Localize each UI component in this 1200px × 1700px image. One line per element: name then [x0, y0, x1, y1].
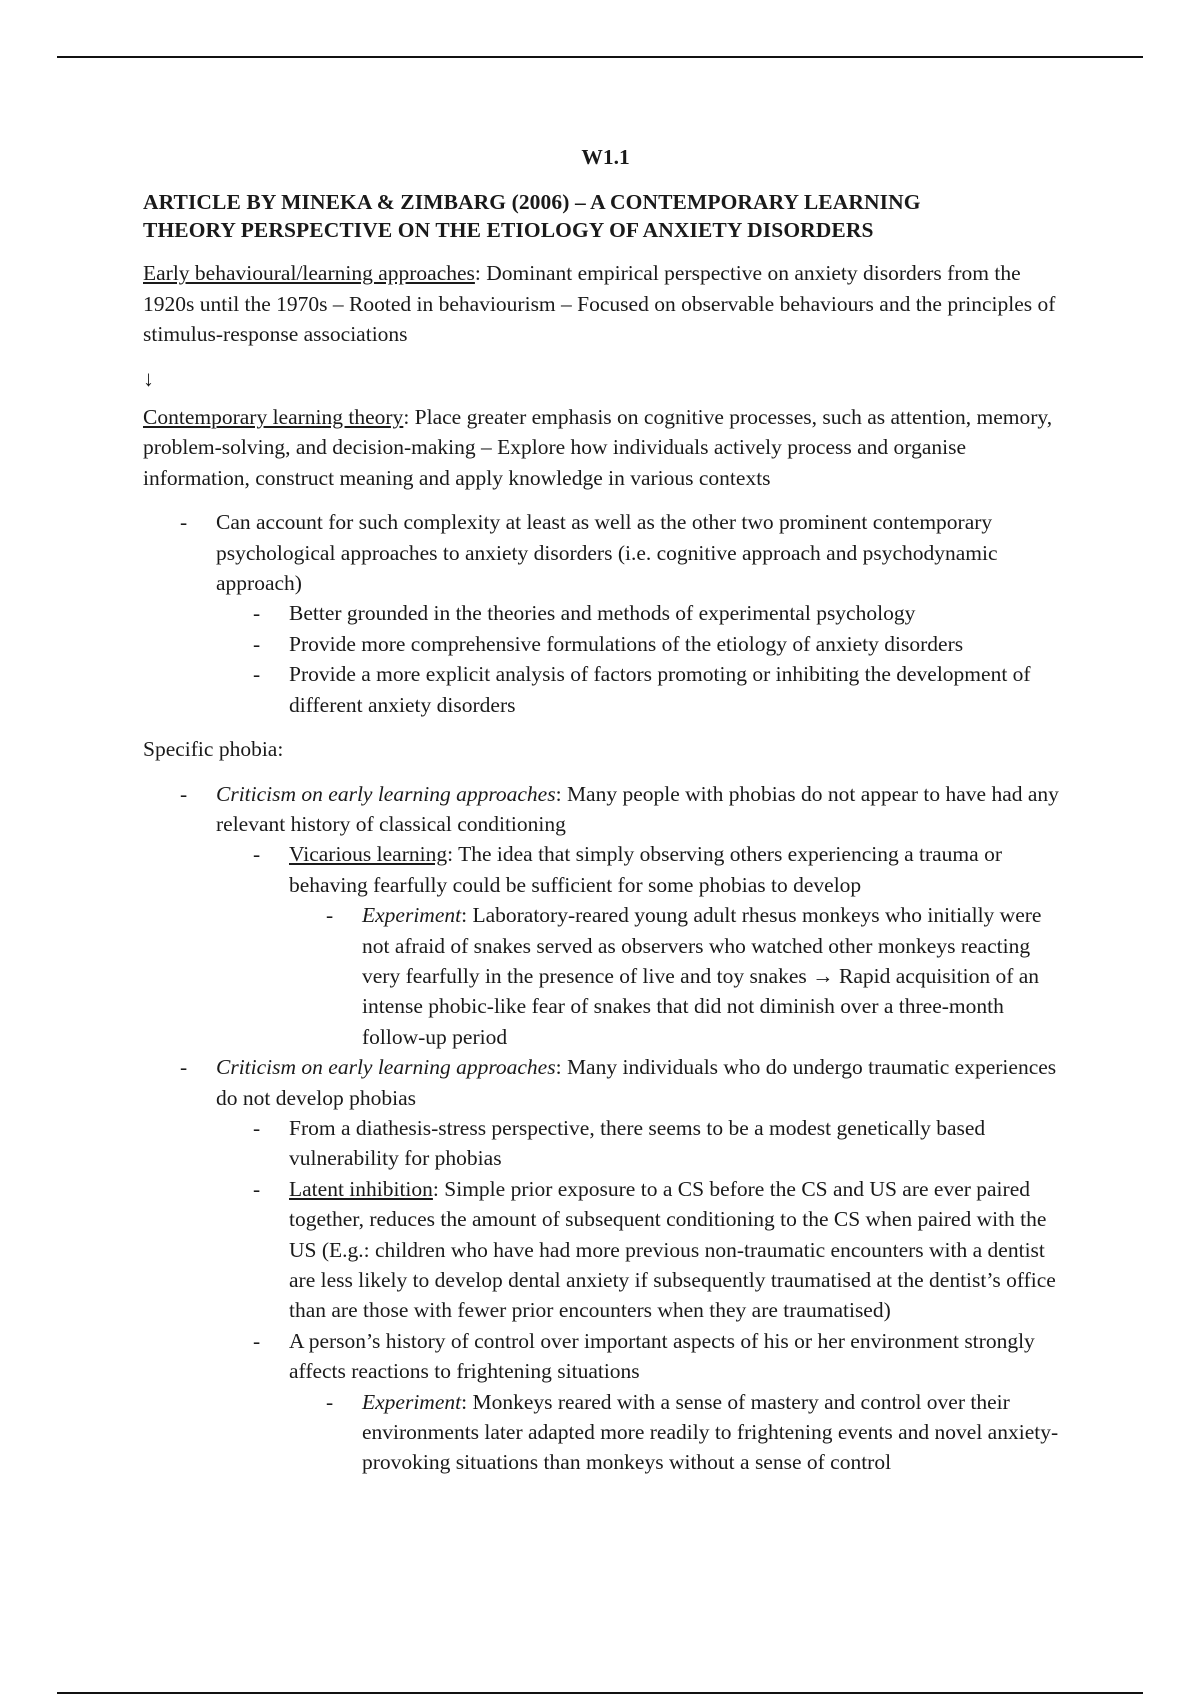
dash-bullet: - — [253, 842, 261, 867]
list-item — [253, 1113, 1068, 1174]
dash-bullet: - — [253, 631, 261, 656]
dash-bullet: - — [180, 510, 188, 535]
account-text: Can account for such complexity at least as well as the other two prominent contemporary psychological approaches to anxiety disorders (i.e. cognitive approach and psychodynamic approach) — [216, 510, 998, 596]
criticism-label: Criticism on early learning approaches — [216, 781, 556, 806]
vicarious-learning-term: Vicarious learning — [289, 842, 448, 867]
contemporary-theory-paragraph — [143, 402, 1068, 493]
vicarious-learning-text: : The idea that simply observing others experiencing a trauma or behaving fearfully could be sufficient for some phobias to develop — [289, 842, 1002, 897]
account-sub-item: Better grounded in the theories and methods of experimental psychology — [289, 601, 916, 626]
list-item — [253, 839, 1068, 1052]
dash-bullet: - — [326, 903, 334, 928]
latent-inhibition-text: : Simple prior exposure to a CS before the CS and US are ever paired together, reduces the amount of subsequent conditioning to the CS when paired with the US (E.g.: children who have had more previous non-traumatic encounters with a dentist are less likely to develop dental anxiety if subsequently traumatised at the dentist’s office than are those with fewer prior encounters when they are traumatised) — [289, 1176, 1056, 1323]
account-sublist — [216, 598, 1068, 720]
experiment-sublist — [289, 1387, 1068, 1478]
experiment-label: Experiment — [362, 903, 462, 928]
dash-bullet: - — [253, 1328, 261, 1353]
list-item — [326, 1387, 1068, 1478]
early-approaches-term: Early behavioural/learning approaches — [143, 261, 475, 286]
experiment-label: Experiment — [362, 1389, 462, 1414]
list-item — [253, 598, 1068, 628]
list-item — [253, 1326, 1068, 1478]
latent-inhibition-term: Latent inhibition — [289, 1176, 433, 1201]
specific-phobia-label: Specific phobia: — [143, 737, 284, 762]
criticism-sublist — [216, 1113, 1068, 1478]
article-heading-line-1: ARTICLE BY MINEKA & ZIMBARG (2006) – A CONTEMPORARY LEARNING — [143, 190, 921, 215]
early-approaches-text: : Dominant empirical perspective on anxiety disorders from the 1920s until the 1970s – Rooted in behaviourism – Focused on observable behaviours and the principles of stimulus-response associations — [143, 261, 1056, 347]
bottom-rule — [57, 1692, 1143, 1694]
account-sub-item: Provide a more explicit analysis of factors promoting or inhibiting the development of different anxiety disorders — [289, 662, 1031, 717]
experiment-text: : Laboratory-reared young adult rhesus monkeys who initially were not afraid of snakes served as observers who watched other monkeys reacting very fearfully in the presence of live and toy snakes → Rapid acquisition of an intense phobic-like fear of snakes that did not diminish over a three-month follow-up period — [362, 903, 1042, 1049]
list-item — [253, 629, 1068, 659]
experiment-text: : Monkeys reared with a sense of mastery and control over their environments later adapted more readily to frightening events and novel anxiety-provoking situations than monkeys without a sense of control — [362, 1389, 1059, 1475]
early-approaches-paragraph — [143, 258, 1068, 349]
list-item — [326, 900, 1068, 1052]
diathesis-text: From a diathesis-stress perspective, there seems to be a modest genetically based vulnerability for phobias — [289, 1115, 986, 1171]
dash-bullet: - — [253, 662, 261, 687]
dash-bullet: - — [180, 781, 188, 806]
criticism-text: : Many individuals who do undergo traumatic experiences do not develop phobias — [216, 1055, 1057, 1110]
page-title: W1.1 — [581, 145, 630, 169]
dash-bullet: - — [253, 1176, 261, 1201]
list-item — [180, 779, 1068, 1053]
dash-bullet: - — [180, 1055, 188, 1080]
list-item — [180, 507, 1068, 720]
top-rule — [57, 56, 1143, 58]
list-item — [180, 1052, 1068, 1478]
contemporary-theory-term: Contemporary learning theory — [143, 405, 404, 430]
article-heading-line-2: THEORY PERSPECTIVE ON THE ETIOLOGY OF ANXIETY DISORDERS — [143, 218, 874, 243]
experiment-sublist — [289, 900, 1068, 1052]
document-page — [143, 142, 1068, 1492]
contemporary-theory-text: : Place greater emphasis on cognitive processes, such as attention, memory, problem-solving, and decision-making – Explore how individuals actively process and organise information, construct meaning and apply knowledge in various contexts — [143, 405, 1053, 490]
control-history-text: A person’s history of control over important aspects of his or her environment strongly affects reactions to frightening situations — [289, 1328, 1035, 1384]
specific-phobia-list — [143, 779, 1068, 1478]
list-item — [253, 659, 1068, 720]
dash-bullet: - — [326, 1389, 334, 1414]
criticism-label: Criticism on early learning approaches — [216, 1055, 556, 1080]
down-arrow-icon: ↓ — [143, 365, 154, 391]
account-sub-item: Provide more comprehensive formulations of the etiology of anxiety disorders — [289, 631, 964, 656]
list-item — [253, 1174, 1068, 1326]
criticism-text: : Many people with phobias do not appear to have had any relevant history of classical conditioning — [216, 781, 1059, 836]
article-heading — [143, 188, 1068, 244]
dash-bullet: - — [253, 1115, 261, 1140]
contemporary-list — [143, 507, 1068, 720]
criticism-sublist — [216, 839, 1068, 1052]
dash-bullet: - — [253, 601, 261, 626]
